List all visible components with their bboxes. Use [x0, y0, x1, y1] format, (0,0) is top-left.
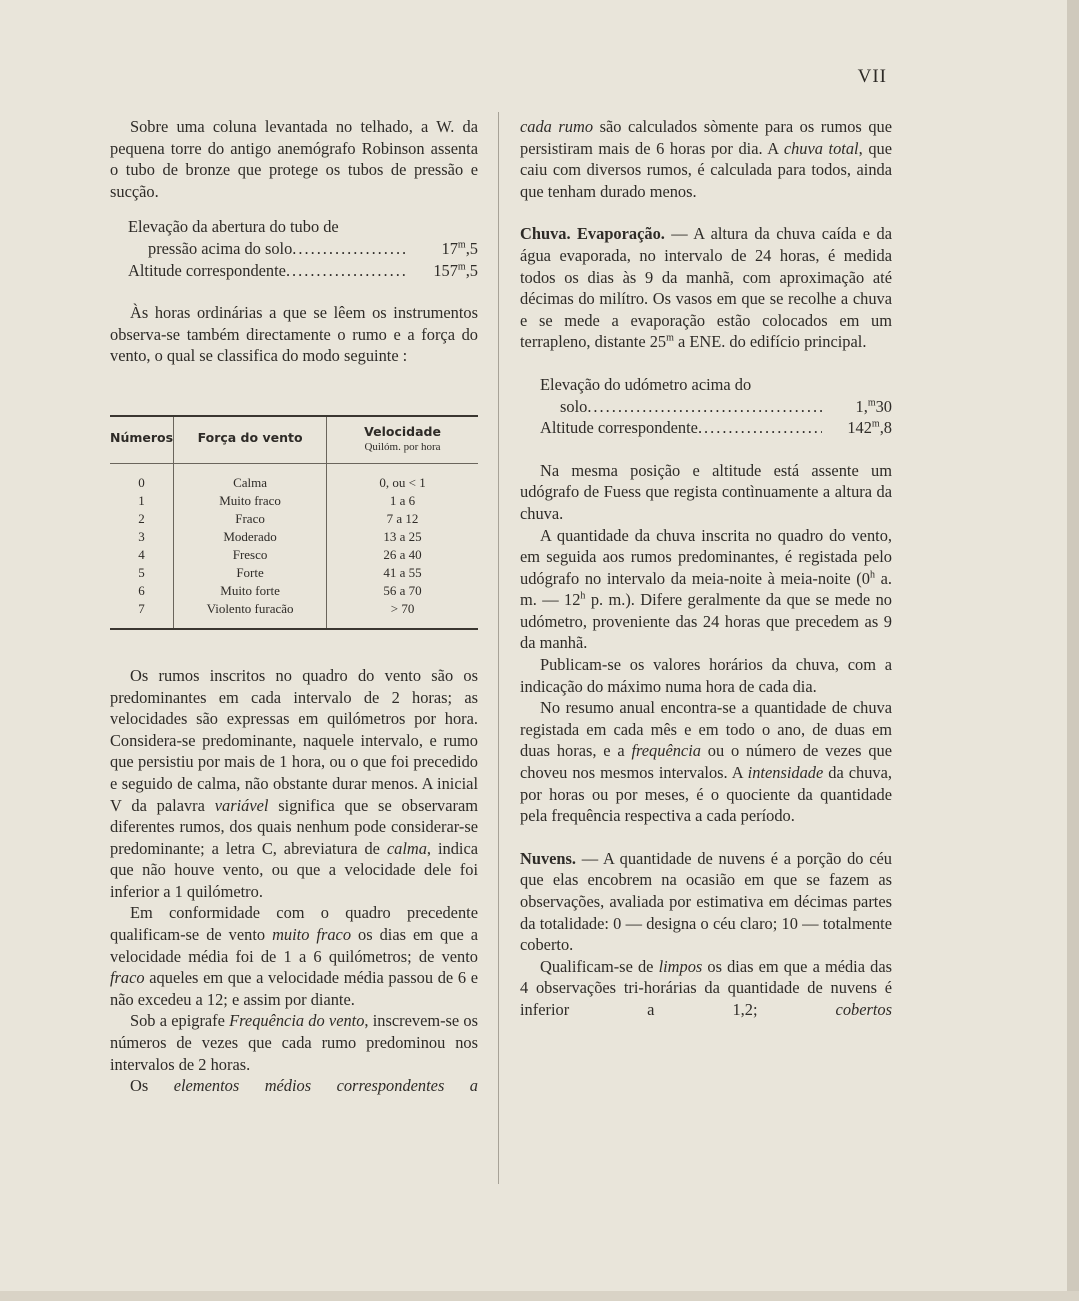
left-column [110, 116, 478, 1097]
spec-block-tube [110, 216, 478, 281]
header-forca: Força do vento [174, 416, 327, 464]
paragraph-wind-observation: Às horas ordinárias a que se lêem os instrumentos observa-se também directamente o rumo e a força do vento, o qual se classifica do modo seguinte : [110, 303, 478, 366]
paragraph-annual-summary: No resumo anual encontra-se a quantidade de chuva registada em cada mês e em todo o ano, de duas em duas horas, e a frequência ou o número de vezes que choveu nos mesmos intervalos. A intensidade da chuva, por horas ou por meses, é o quociente da quantidade pela frequência respectiva a cada período. [520, 698, 892, 826]
paragraph-anemometer: Sobre uma coluna levantada no telhado, a W. da pequena torre do antigo anemógrafo Robinson assenta o tubo de bronze que protege os tubos de pressão e sucção. [110, 117, 478, 201]
spec-line-altitude: Altitude correspondente ..... 157$^m$,5 [128, 260, 478, 282]
spec-value: 17$^m$,5 [441, 238, 478, 258]
paragraph-wind-qualification: Em conformidade com o quadro precedente qualificam-se de vento muito fraco os dias em que a velocidade média foi de 1 a 6 quilómetros; de vento fraco aqueles em que a velocidade média passou de 6 e não excedeu a 12; e assim por diante. [110, 903, 478, 1009]
section-heading: Chuva. Evaporação. [520, 224, 665, 244]
paragraph-udograph: Na mesma posição e altitude está assente um udógrafo de Fuess que regista contìnuamente a altura da chuva. [520, 460, 892, 523]
spec-value: 142$^m$,8 [847, 418, 892, 438]
table-row: 0 Calma 0, ou < 1 [110, 463, 478, 492]
column-divider [498, 112, 499, 1184]
spec-line-udometer-height: solo ..... 1,$^m$30 [540, 396, 892, 418]
spec-label: Elevação do udómetro acima do [540, 374, 752, 394]
spec-line-altitude: Altitude correspondente ..... 142$^m$,8 [540, 417, 892, 439]
paragraph-rain-quantity: A quantidade da chuva inscrita no quadro do vento, em seguida aos rumos predominantes, é registada pelo udógrafo no intervalo da meia-noite à meia-noite (0$^h$ a. m. — 12$^h$ p. m.). Difere geralmente da que se mede no udómetro, proveniente das 24 horas que precedem as 9 da manhã. [520, 525, 892, 653]
table-row: 3 Moderado 13 a 25 [110, 528, 478, 546]
spec-line-tube-height: pressão acima do solo ..... 17$^m$,5 [128, 238, 478, 260]
page-number: VII [857, 66, 887, 87]
paragraph-mean-elements: Os elementos médios correspondentes a [130, 1076, 478, 1096]
table-row: 6 Muito forte 56 a 70 [110, 582, 478, 600]
header-velocidade: Velocidade Quilóm. por hora [327, 416, 478, 464]
paragraph-hourly-rain: Publicam-se os valores horários da chuva, com a indicação do máximo numa hora de cada dia. [520, 655, 892, 696]
table-row: 5 Forte 41 a 55 [110, 564, 478, 582]
page-edge-bottom [0, 1291, 1079, 1301]
wind-force-table [110, 415, 478, 630]
paragraph-wind-directions: Os rumos inscritos no quadro do vento são os predominantes em cada intervalo de 2 horas; as velocidades são expressas em quilómetros por hora. Considera-se predominante, naquele intervalo, e rumo que persistiu por mais de 1 hora, ou o que foi precedido e seguido de calma, não obstante durar menos. A inicial V da palavra variável significa que se observaram diferentes rumos, dos quais nenhum pode considerar-se predominante; a letra C, abreviatura de calma, indica que não houve vento, ou que a velocidade dele foi inferior a 1 quilómetro. [110, 665, 479, 901]
right-column [520, 116, 892, 1021]
table-row: 4 Fresco 26 a 40 [110, 546, 478, 564]
section-nuvens: Nuvens. — A quantidade de nuvens é a porção do céu que elas encobrem na ocasião em que se fazem as observações, avaliada por estimativa em décimas partes da totalidade: 0 — designa o céu claro; 10 — totalmente coberto. [520, 848, 892, 955]
paragraph-clear-days: Qualificam-se de limpos os dias em que a média das 4 observações tri-horárias da quantidade de nuvens é inferior a 1,2; cobertos [520, 956, 892, 1019]
table-row: 1 Muito fraco 1 a 6 [110, 492, 478, 510]
spec-value: 1,$^m$30 [855, 396, 892, 416]
table-row: 7 Violento furacão > 70 [110, 600, 478, 629]
paragraph-total-rain: cada rumo são calculados sòmente para os rumos que persistiram mais de 6 horas por dia. A chuva total, que caiu com diversos rumos, é calculada para todos, ainda que tenham durado menos. [520, 117, 892, 201]
spec-label: Elevação da abertura do tubo de [128, 217, 339, 237]
section-chuva-evaporacao: Chuva. Evaporação. — A altura da chuva caída e da água evaporada, no intervalo de 24 horas, é medida todos os dias às 9 da manhã, com aproximação até décimas do milítro. Os vasos em que se recolhe a chuva e se mede a evaporação estão colocados em um terrapleno, distante 25$^m$ a ENE. do edifício principal. [520, 224, 892, 352]
section-heading: Nuvens. [520, 848, 577, 868]
page-edge [1067, 0, 1079, 1301]
table-row: 2 Fraco 7 a 12 [110, 510, 478, 528]
paragraph-wind-frequency: Sob a epigrafe Frequência do vento, inscrevem-se os números de vezes que cada rumo predominou nos intervalos de 2 horas. [110, 1011, 479, 1074]
spec-block-udometer [520, 374, 892, 439]
spec-value: 157$^m$,5 [433, 260, 478, 280]
header-numeros: Números [110, 416, 174, 464]
